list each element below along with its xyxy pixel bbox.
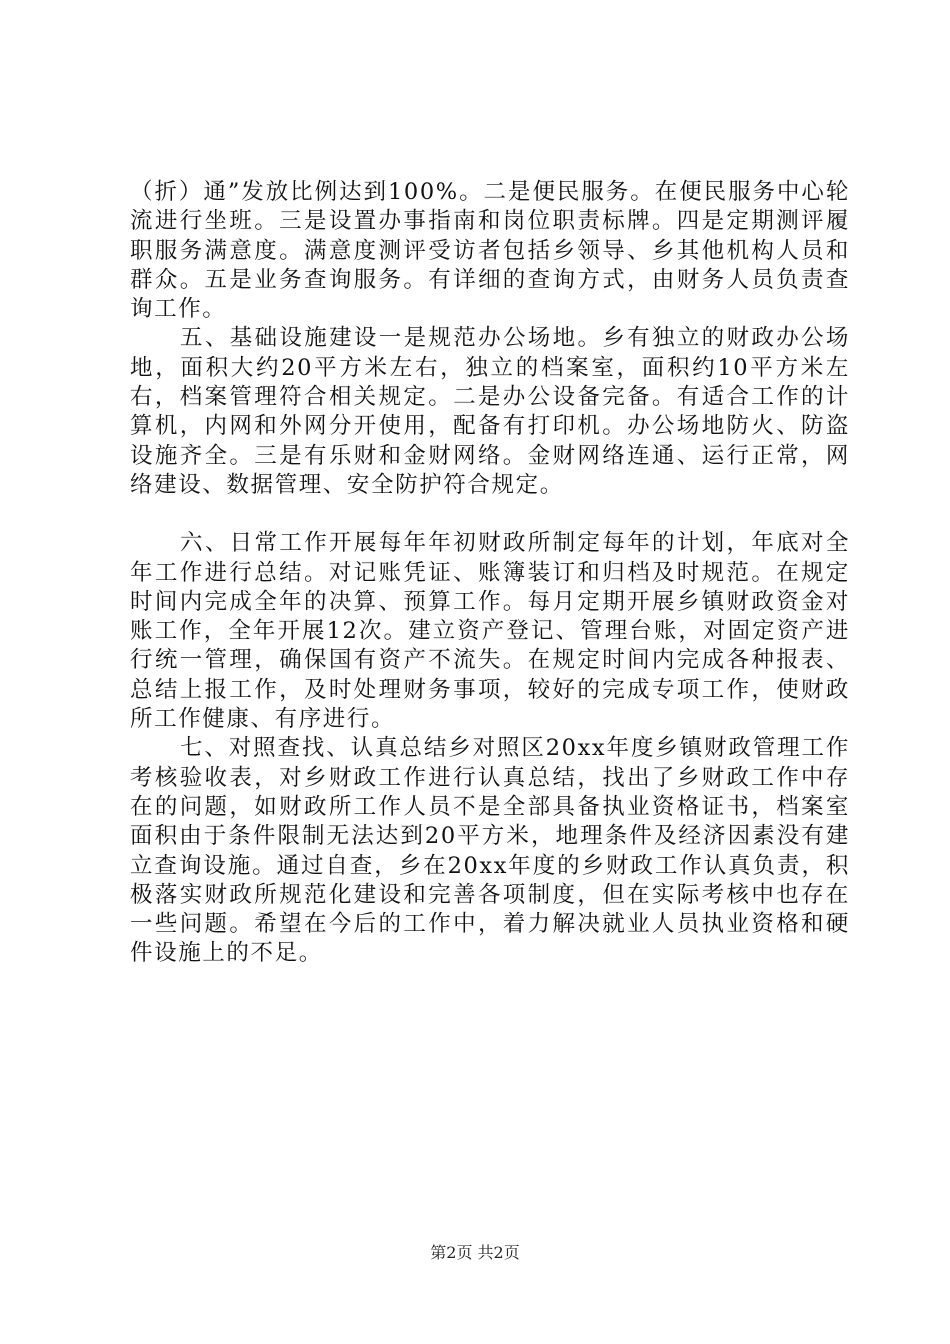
document-body	[130, 178, 850, 969]
paragraph-continuation: （折）通”发放比例达到100%。二是便民服务。在便民服务中心轮流进行坐班。三是设置办事指南和岗位职责标牌。四是定期测评履职服务满意度。满意度测评受访者包括乡领导、乡其他机构人员和群众。五是业务查询服务。有详细的查询方式，由财务人员负责查询工作。	[130, 179, 850, 323]
paragraph-self-check-summary: 七、对照查找、认真总结乡对照区20xx年度乡镇财政管理工作考核验收表，对乡财政工作进行认真总结，找出了乡财政工作中存在的问题，如财政所工作人员不是全部具备执业资格证书，档案室面积由于条件限制无法达到20平方米，地理条件及经济因素没有建立查询设施。通过自查，乡在20xx年度的乡财政工作认真负责，积极落实财政所规范化建设和完善各项制度，但在实际考核中也存在一些问题。希望在今后的工作中，着力解决就业人员执业资格和硬件设施上的不足。	[130, 735, 850, 967]
paragraph-infrastructure: 五、基础设施建设一是规范办公场地。乡有独立的财政办公场地，面积大约20平方米左右，独立的档案室，面积约10平方米左右，档案管理符合相关规定。二是办公设备完备。有适合工作的计算机，内网和外网分开使用，配备有打印机。办公场地防火、防盗设施齐全。三是有乐财和金财网络。金财网络连通、运行正常，网络建设、数据管理、安全防护符合规定。	[130, 325, 850, 498]
paragraph-daily-work: 六、日常工作开展每年年初财政所制定每年的计划，年底对全年工作进行总结。对记账凭证、账簿装订和归档及时规范。在规定时间内完成全年的决算、预算工作。每月定期开展乡镇财政资金对账工作，全年开展12次。建立资产登记、管理台账，对固定资产进行统一管理，确保国有资产不流失。在规定时间内完成各种报表、总结上报工作，及时处理财务事项，较好的完成专项工作，使财政所工作健康、有序进行。	[130, 530, 850, 733]
page-number-footer: 第2页 共2页	[430, 1243, 520, 1262]
